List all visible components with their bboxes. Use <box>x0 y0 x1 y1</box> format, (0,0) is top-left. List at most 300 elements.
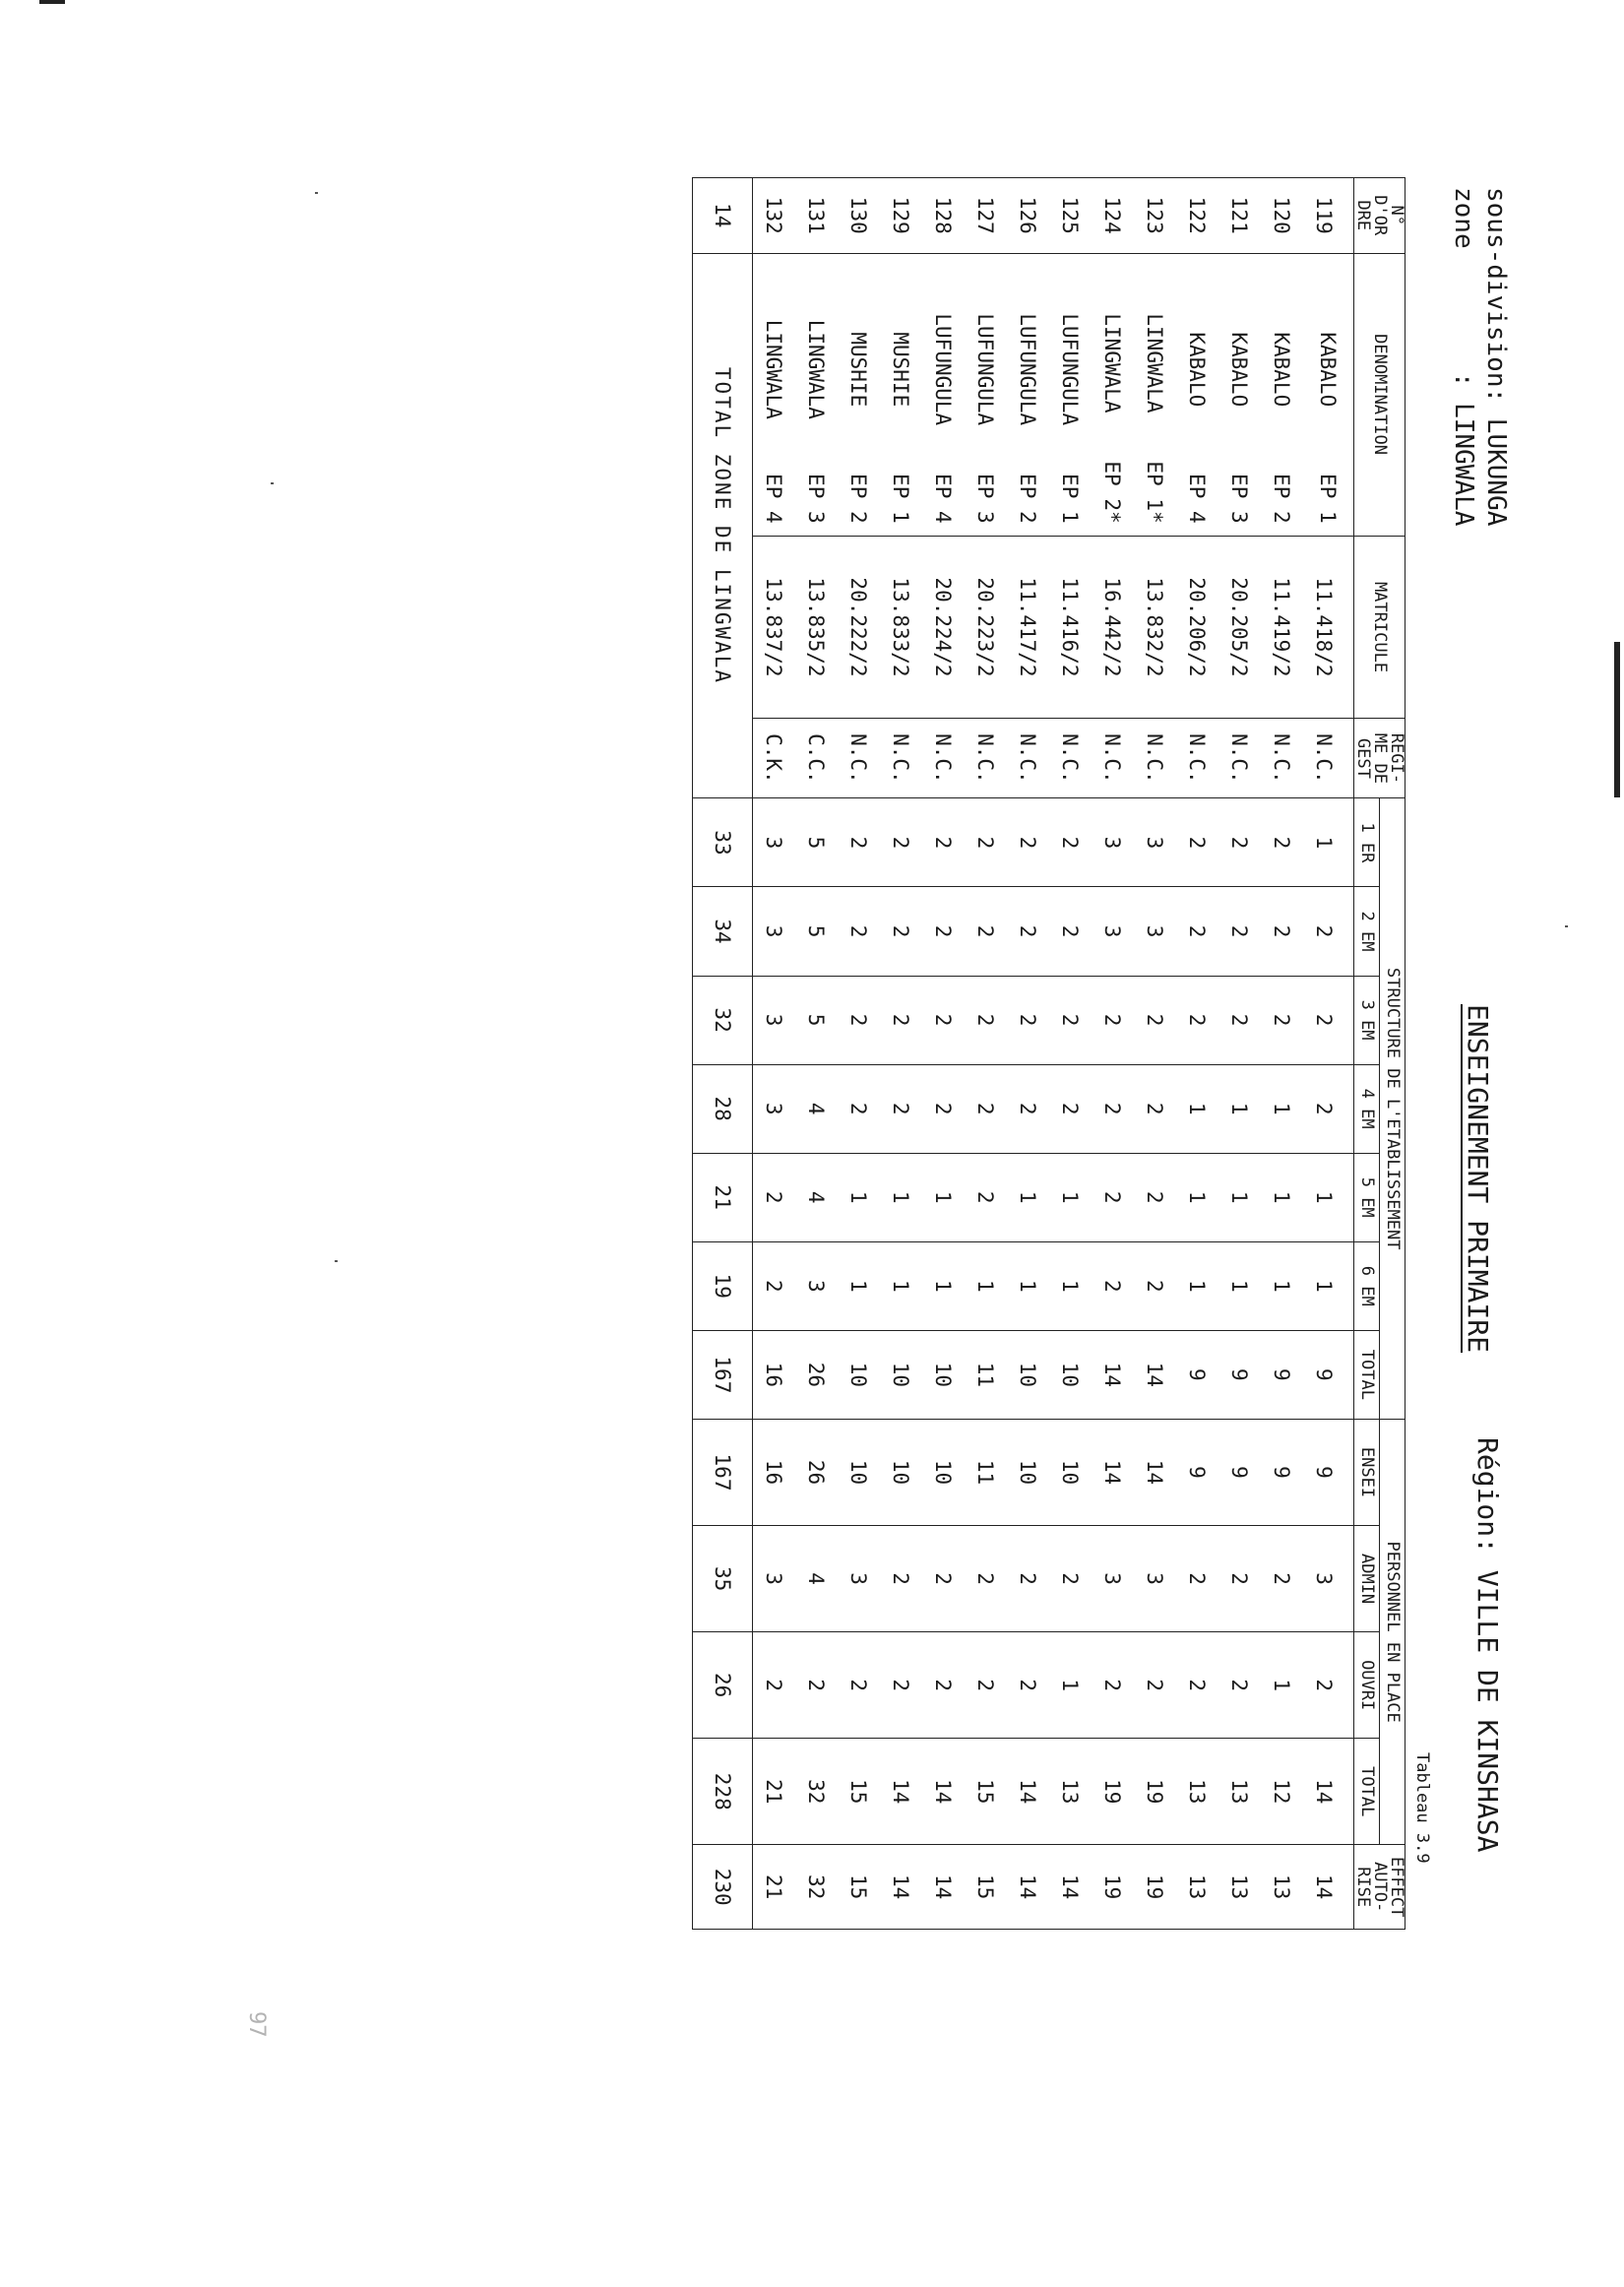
cell-effectif: 19 <box>1134 1845 1176 1930</box>
cell-ensei: 14 <box>1134 1419 1176 1525</box>
cell-denomination <box>838 253 880 536</box>
cell-denomination <box>965 253 1007 536</box>
cell-5em: 1 <box>1303 1153 1354 1241</box>
table-row <box>1007 178 1049 1930</box>
total-y4: 28 <box>693 1064 753 1153</box>
cell-matricule: 13.832/2 <box>1134 536 1176 719</box>
cell-regime: N.C. <box>1261 719 1303 798</box>
cell-1er: 3 <box>1134 798 1176 887</box>
cell-ouvri: 1 <box>1261 1632 1303 1739</box>
school-ep: EP 1 <box>1316 474 1341 524</box>
cell-structure-total: 9 <box>1261 1330 1303 1419</box>
cell-3em: 2 <box>1049 976 1092 1064</box>
scan-corner-mark <box>39 0 65 4</box>
cell-admin: 3 <box>838 1526 880 1632</box>
cell-structure-total: 10 <box>1049 1330 1092 1419</box>
cell-personnel-total: 12 <box>1261 1739 1303 1845</box>
cell-effectif: 14 <box>1007 1845 1049 1930</box>
cell-3em: 2 <box>1176 976 1218 1064</box>
cell-admin: 2 <box>1049 1526 1092 1632</box>
cell-6em: 2 <box>1134 1241 1176 1330</box>
cell-3em: 2 <box>1134 976 1176 1064</box>
school-ep: EP 2* <box>1100 461 1125 524</box>
school-ep: EP 1* <box>1143 461 1167 524</box>
cell-no: 126 <box>1007 178 1049 254</box>
total-total: 167 <box>693 1330 753 1419</box>
total-effectif: 230 <box>693 1845 753 1930</box>
cell-personnel-total: 14 <box>880 1739 922 1845</box>
table-row <box>922 178 965 1930</box>
cell-4em: 2 <box>1303 1064 1354 1153</box>
cell-admin: 2 <box>1261 1526 1303 1632</box>
cell-denomination <box>1261 253 1303 536</box>
cell-ensei: 9 <box>1261 1419 1303 1525</box>
cell-ouvri: 2 <box>795 1632 838 1739</box>
total-y1: 33 <box>693 798 753 887</box>
table-row <box>880 178 922 1930</box>
cell-no: 125 <box>1049 178 1092 254</box>
cell-denomination <box>1134 253 1176 536</box>
cell-no: 128 <box>922 178 965 254</box>
cell-regime: C.C. <box>795 719 838 798</box>
cell-ensei: 10 <box>1049 1419 1092 1525</box>
school-name: KABALO <box>1316 332 1341 408</box>
cell-6em: 1 <box>880 1241 922 1330</box>
cell-1er: 2 <box>1176 798 1218 887</box>
cell-no: 131 <box>795 178 838 254</box>
cell-personnel-total: 14 <box>1303 1739 1354 1845</box>
cell-ouvri: 2 <box>922 1632 965 1739</box>
cell-ensei: 10 <box>838 1419 880 1525</box>
cell-personnel-total: 15 <box>965 1739 1007 1845</box>
total-admin: 35 <box>693 1526 753 1632</box>
cell-personnel-total: 14 <box>1007 1739 1049 1845</box>
cell-personnel-total: 19 <box>1134 1739 1176 1845</box>
cell-6em: 1 <box>965 1241 1007 1330</box>
cell-regime: N.C. <box>1134 719 1176 798</box>
cell-1er: 2 <box>1218 798 1261 887</box>
cell-no: 122 <box>1176 178 1218 254</box>
total-ouvri: 26 <box>693 1632 753 1739</box>
cell-3em: 2 <box>1007 976 1049 1064</box>
table-row <box>965 178 1007 1930</box>
cell-4em: 2 <box>838 1064 880 1153</box>
school-ep: EP 1 <box>1058 474 1083 524</box>
school-name: LINGWALA <box>762 319 786 419</box>
school-name: LINGWALA <box>1100 313 1125 413</box>
cell-ensei: 9 <box>1218 1419 1261 1525</box>
school-name: LINGWALA <box>1143 313 1167 413</box>
scan-speck <box>271 482 274 484</box>
cell-matricule: 20.205/2 <box>1218 536 1261 719</box>
cell-6em: 1 <box>1007 1241 1049 1330</box>
cell-5em: 1 <box>880 1153 922 1241</box>
cell-6em: 1 <box>922 1241 965 1330</box>
cell-matricule: 11.418/2 <box>1303 536 1354 719</box>
cell-1er: 2 <box>1049 798 1092 887</box>
table-row <box>1261 178 1303 1930</box>
cell-denomination <box>1218 253 1261 536</box>
cell-3em: 2 <box>922 976 965 1064</box>
cell-1er: 2 <box>1261 798 1303 887</box>
cell-effectif: 13 <box>1176 1845 1218 1930</box>
cell-ouvri: 2 <box>1007 1632 1049 1739</box>
col-header-4em: 4 EM <box>1354 1064 1380 1153</box>
school-name: LUFUNGULA <box>973 313 998 426</box>
cell-personnel-total: 13 <box>1176 1739 1218 1845</box>
col-header-admin: ADMIN <box>1354 1526 1380 1632</box>
cell-structure-total: 9 <box>1218 1330 1261 1419</box>
cell-1er: 3 <box>753 798 796 887</box>
cell-matricule: 20.206/2 <box>1176 536 1218 719</box>
cell-ensei: 9 <box>1303 1419 1354 1525</box>
cell-regime: N.C. <box>1176 719 1218 798</box>
cell-effectif: 14 <box>1049 1845 1092 1930</box>
cell-no: 129 <box>880 178 922 254</box>
cell-4em: 2 <box>965 1064 1007 1153</box>
col-header-ensei: ENSEI <box>1354 1419 1380 1525</box>
cell-matricule: 11.419/2 <box>1261 536 1303 719</box>
cell-ensei: 14 <box>1092 1419 1134 1525</box>
cell-4em: 1 <box>1218 1064 1261 1153</box>
cell-ouvri: 2 <box>1218 1632 1261 1739</box>
scan-edge-bar <box>1614 642 1620 797</box>
total-count: 14 <box>693 178 753 254</box>
cell-structure-total: 10 <box>838 1330 880 1419</box>
cell-denomination <box>1303 253 1354 536</box>
cell-1er: 1 <box>1303 798 1354 887</box>
cell-2em: 2 <box>922 887 965 976</box>
cell-5em: 1 <box>1007 1153 1049 1241</box>
cell-5em: 1 <box>1049 1153 1092 1241</box>
cell-ensei: 9 <box>1176 1419 1218 1525</box>
cell-matricule: 13.833/2 <box>880 536 922 719</box>
cell-3em: 2 <box>965 976 1007 1064</box>
total-y2: 34 <box>693 887 753 976</box>
scan-speck <box>335 1260 338 1262</box>
cell-effectif: 15 <box>838 1845 880 1930</box>
cell-5em: 1 <box>922 1153 965 1241</box>
cell-admin: 2 <box>880 1526 922 1632</box>
cell-no: 120 <box>1261 178 1303 254</box>
cell-ouvri: 2 <box>1176 1632 1218 1739</box>
cell-structure-total: 10 <box>922 1330 965 1419</box>
cell-admin: 2 <box>1176 1526 1218 1632</box>
cell-5em: 4 <box>795 1153 838 1241</box>
table-row <box>1303 178 1354 1930</box>
cell-personnel-total: 13 <box>1218 1739 1261 1845</box>
col-header-3em: 3 EM <box>1354 976 1380 1064</box>
cell-3em: 2 <box>1261 976 1303 1064</box>
cell-2em: 2 <box>1049 887 1092 976</box>
table-row <box>1176 178 1218 1930</box>
cell-2em: 2 <box>1261 887 1303 976</box>
cell-ensei: 16 <box>753 1419 796 1525</box>
cell-effectif: 13 <box>1261 1845 1303 1930</box>
cell-ensei: 10 <box>1007 1419 1049 1525</box>
cell-5em: 2 <box>1134 1153 1176 1241</box>
cell-matricule: 20.224/2 <box>922 536 965 719</box>
cell-5em: 2 <box>1092 1153 1134 1241</box>
cell-ouvri: 2 <box>880 1632 922 1739</box>
col-header-regime: REGI- ME DE GEST <box>1354 719 1405 798</box>
cell-3em: 2 <box>838 976 880 1064</box>
cell-4em: 3 <box>753 1064 796 1153</box>
cell-2em: 3 <box>1092 887 1134 976</box>
total-y6: 19 <box>693 1241 753 1330</box>
cell-3em: 3 <box>753 976 796 1064</box>
cell-1er: 2 <box>922 798 965 887</box>
table-body <box>693 178 1354 1930</box>
table-row <box>838 178 880 1930</box>
cell-effectif: 15 <box>965 1845 1007 1930</box>
cell-3em: 2 <box>880 976 922 1064</box>
school-name: LUFUNGULA <box>931 313 956 426</box>
cell-matricule: 13.837/2 <box>753 536 796 719</box>
cell-2em: 2 <box>965 887 1007 976</box>
cell-5em: 1 <box>838 1153 880 1241</box>
cell-3em: 2 <box>1092 976 1134 1064</box>
cell-structure-total: 16 <box>753 1330 796 1419</box>
cell-personnel-total: 13 <box>1049 1739 1092 1845</box>
cell-structure-total: 9 <box>1176 1330 1218 1419</box>
table-row <box>1218 178 1261 1930</box>
cell-ouvri: 2 <box>838 1632 880 1739</box>
cell-regime: C.K. <box>753 719 796 798</box>
school-ep: EP 3 <box>973 474 998 524</box>
cell-personnel-total: 19 <box>1092 1739 1134 1845</box>
page-title: ENSEIGNEMENT PRIMAIRE <box>1462 1004 1494 1354</box>
col-header-no: N° D'OR DRE <box>1354 178 1405 254</box>
cell-effectif: 14 <box>1303 1845 1354 1930</box>
cell-4em: 2 <box>1049 1064 1092 1153</box>
table-row <box>1134 178 1176 1930</box>
cell-4em: 1 <box>1176 1064 1218 1153</box>
cell-structure-total: 9 <box>1303 1330 1354 1419</box>
cell-personnel-total: 15 <box>838 1739 880 1845</box>
cell-denomination <box>1049 253 1092 536</box>
school-name: LUFUNGULA <box>1058 313 1083 426</box>
col-header-matricule: MATRICULE <box>1354 536 1405 719</box>
cell-ensei: 11 <box>965 1419 1007 1525</box>
school-ep: EP 4 <box>762 474 786 524</box>
col-header-effectif: EFFECT AUTO- RISE <box>1354 1845 1405 1930</box>
cell-matricule: 11.417/2 <box>1007 536 1049 719</box>
cell-4em: 2 <box>1007 1064 1049 1153</box>
cell-structure-total: 10 <box>880 1330 922 1419</box>
cell-admin: 3 <box>1303 1526 1354 1632</box>
zone-label: zone : LINGWALA <box>1449 187 1478 527</box>
cell-structure-total: 26 <box>795 1330 838 1419</box>
cell-regime: N.C. <box>1007 719 1049 798</box>
total-y3: 32 <box>693 976 753 1064</box>
school-name: KABALO <box>1270 332 1294 408</box>
school-name: MUSHIE <box>889 332 913 408</box>
cell-admin: 2 <box>965 1526 1007 1632</box>
cell-6em: 1 <box>838 1241 880 1330</box>
cell-2em: 2 <box>1303 887 1354 976</box>
cell-2em: 3 <box>1134 887 1176 976</box>
cell-no: 127 <box>965 178 1007 254</box>
cell-effectif: 13 <box>1218 1845 1261 1930</box>
cell-matricule: 11.416/2 <box>1049 536 1092 719</box>
cell-denomination <box>1092 253 1134 536</box>
cell-6em: 1 <box>1261 1241 1303 1330</box>
cell-structure-total: 11 <box>965 1330 1007 1419</box>
cell-2em: 2 <box>1176 887 1218 976</box>
cell-matricule: 16.442/2 <box>1092 536 1134 719</box>
cell-ouvri: 1 <box>1049 1632 1092 1739</box>
page-number: 97 <box>244 2011 269 2038</box>
cell-ouvri: 2 <box>753 1632 796 1739</box>
school-ep: EP 3 <box>1227 474 1252 524</box>
cell-denomination <box>1007 253 1049 536</box>
cell-no: 132 <box>753 178 796 254</box>
cell-regime: N.C. <box>1092 719 1134 798</box>
rotated-sheet <box>531 158 1516 2008</box>
cell-5em: 1 <box>1176 1153 1218 1241</box>
total-ptotal: 228 <box>693 1739 753 1845</box>
cell-structure-total: 14 <box>1134 1330 1176 1419</box>
cell-5em: 1 <box>1218 1153 1261 1241</box>
schools-table <box>692 177 1405 1930</box>
cell-admin: 2 <box>922 1526 965 1632</box>
cell-2em: 2 <box>838 887 880 976</box>
col-header-5em: 5 EM <box>1354 1153 1380 1241</box>
cell-denomination <box>795 253 838 536</box>
cell-admin: 2 <box>1007 1526 1049 1632</box>
cell-6em: 2 <box>1092 1241 1134 1330</box>
cell-matricule: 13.835/2 <box>795 536 838 719</box>
col-header-denomination: DENOMINATION <box>1354 253 1405 536</box>
col-header-1er: 1 ER <box>1354 798 1380 887</box>
cell-regime: N.C. <box>922 719 965 798</box>
cell-6em: 1 <box>1303 1241 1354 1330</box>
cell-2em: 3 <box>753 887 796 976</box>
cell-matricule: 20.223/2 <box>965 536 1007 719</box>
cell-3em: 2 <box>1218 976 1261 1064</box>
cell-denomination <box>880 253 922 536</box>
cell-4em: 1 <box>1261 1064 1303 1153</box>
cell-1er: 5 <box>795 798 838 887</box>
school-ep: EP 2 <box>846 474 871 524</box>
school-ep: EP 3 <box>804 474 829 524</box>
cell-4em: 4 <box>795 1064 838 1153</box>
table-reference: Tableau 3.9 <box>1412 1752 1432 1864</box>
cell-personnel-total: 14 <box>922 1739 965 1845</box>
school-ep: EP 1 <box>889 474 913 524</box>
total-label: TOTAL ZONE DE LINGWALA <box>693 253 753 798</box>
school-ep: EP 4 <box>931 474 956 524</box>
cell-4em: 2 <box>880 1064 922 1153</box>
cell-6em: 1 <box>1218 1241 1261 1330</box>
total-ensei: 167 <box>693 1419 753 1525</box>
cell-6em: 3 <box>795 1241 838 1330</box>
header-row-groups <box>1380 178 1405 1930</box>
subdivision-label: sous-division: LUKUNGA <box>1481 187 1511 527</box>
cell-2em: 5 <box>795 887 838 976</box>
table-row <box>1092 178 1134 1930</box>
cell-4em: 2 <box>922 1064 965 1153</box>
cell-4em: 2 <box>1092 1064 1134 1153</box>
cell-ouvri: 2 <box>1134 1632 1176 1739</box>
cell-regime: N.C. <box>1218 719 1261 798</box>
cell-no: 124 <box>1092 178 1134 254</box>
cell-regime: N.C. <box>1303 719 1354 798</box>
cell-2em: 2 <box>1007 887 1049 976</box>
cell-ensei: 26 <box>795 1419 838 1525</box>
cell-ensei: 10 <box>922 1419 965 1525</box>
scan-speck <box>315 192 318 194</box>
cell-effectif: 19 <box>1092 1845 1134 1930</box>
cell-5em: 2 <box>965 1153 1007 1241</box>
table-row <box>753 178 796 1930</box>
cell-3em: 5 <box>795 976 838 1064</box>
total-y5: 21 <box>693 1153 753 1241</box>
cell-5em: 2 <box>753 1153 796 1241</box>
cell-ouvri: 2 <box>965 1632 1007 1739</box>
cell-denomination <box>1176 253 1218 536</box>
cell-structure-total: 10 <box>1007 1330 1049 1419</box>
school-ep: EP 4 <box>1185 474 1210 524</box>
scan-speck <box>1565 925 1568 927</box>
cell-denomination <box>753 253 796 536</box>
col-header-personnel-total: TOTAL <box>1354 1739 1380 1845</box>
cell-admin: 2 <box>1218 1526 1261 1632</box>
cell-regime: N.C. <box>880 719 922 798</box>
school-name: KABALO <box>1185 332 1210 408</box>
cell-6em: 2 <box>753 1241 796 1330</box>
school-name: LINGWALA <box>804 319 829 419</box>
cell-3em: 2 <box>1303 976 1354 1064</box>
cell-1er: 2 <box>1007 798 1049 887</box>
school-name: KABALO <box>1227 332 1252 408</box>
cell-regime: N.C. <box>965 719 1007 798</box>
col-group-structure: STRUCTURE DE L'ETABLISSEMENT <box>1380 798 1405 1420</box>
cell-admin: 3 <box>753 1526 796 1632</box>
col-header-2em: 2 EM <box>1354 887 1380 976</box>
cell-6em: 1 <box>1049 1241 1092 1330</box>
school-name: LUFUNGULA <box>1016 313 1040 426</box>
cell-1er: 2 <box>965 798 1007 887</box>
cell-1er: 2 <box>880 798 922 887</box>
cell-2em: 2 <box>880 887 922 976</box>
cell-personnel-total: 21 <box>753 1739 796 1845</box>
region-label: Région: VILLE DE KINSHASA <box>1471 1437 1504 1853</box>
cell-1er: 3 <box>1092 798 1134 887</box>
cell-matricule: 20.222/2 <box>838 536 880 719</box>
cell-4em: 2 <box>1134 1064 1176 1153</box>
cell-denomination <box>922 253 965 536</box>
cell-no: 130 <box>838 178 880 254</box>
cell-effectif: 14 <box>880 1845 922 1930</box>
cell-admin: 3 <box>1092 1526 1134 1632</box>
cell-personnel-total: 32 <box>795 1739 838 1845</box>
cell-regime: N.C. <box>1049 719 1092 798</box>
cell-ouvri: 2 <box>1092 1632 1134 1739</box>
cell-admin: 4 <box>795 1526 838 1632</box>
cell-6em: 1 <box>1176 1241 1218 1330</box>
table-row <box>795 178 838 1930</box>
cell-effectif: 32 <box>795 1845 838 1930</box>
col-header-structure-total: TOTAL <box>1354 1330 1380 1419</box>
col-header-ouvri: OUVRI <box>1354 1632 1380 1739</box>
school-ep: EP 2 <box>1270 474 1294 524</box>
cell-no: 123 <box>1134 178 1176 254</box>
cell-ouvri: 2 <box>1303 1632 1354 1739</box>
cell-1er: 2 <box>838 798 880 887</box>
cell-effectif: 21 <box>753 1845 796 1930</box>
